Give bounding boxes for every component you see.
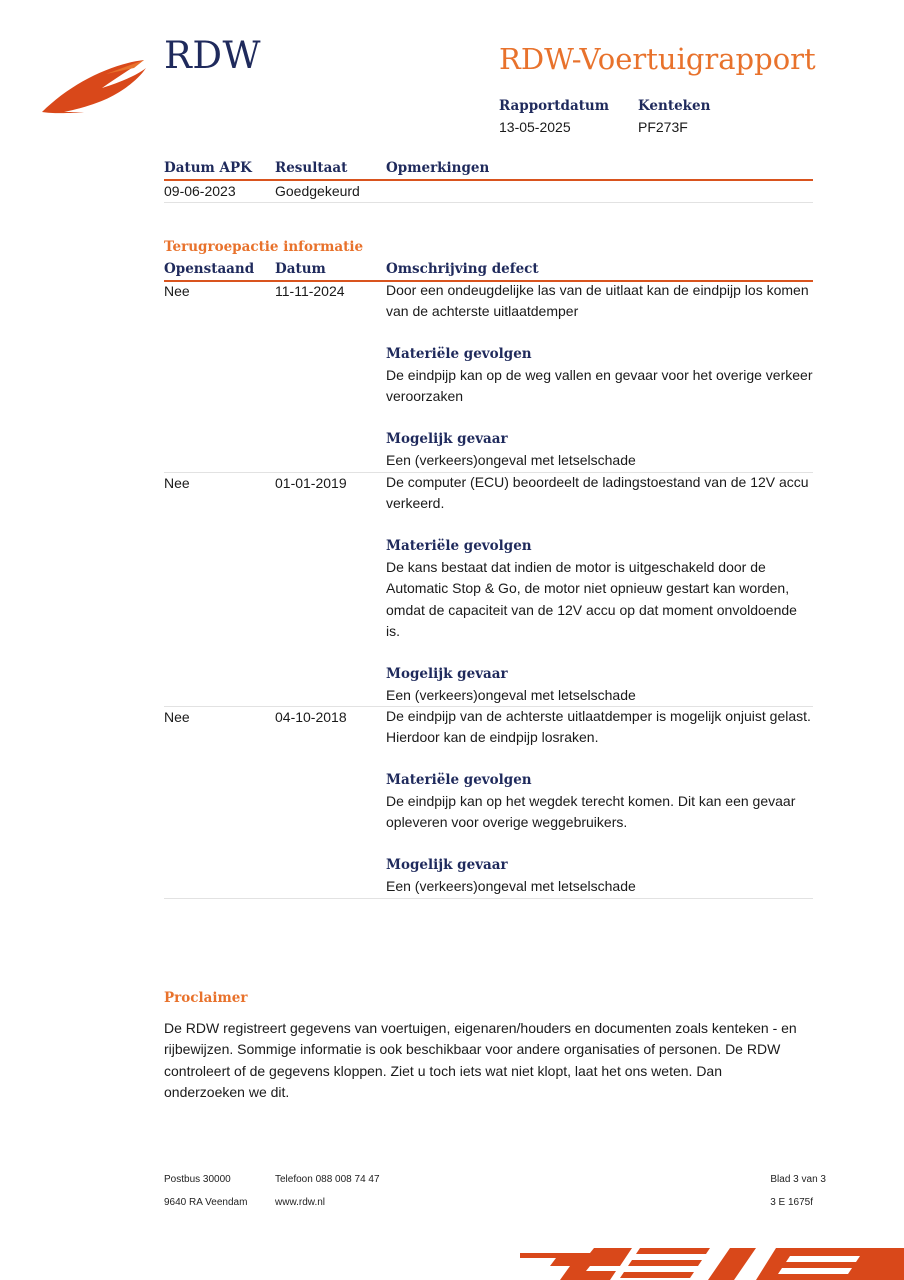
recall-row-2-danger-label: Mogelijk gevaar — [386, 665, 508, 682]
recall-row-3-consequence-label: Materiële gevolgen — [386, 771, 532, 788]
recall-section-title: Terugroepactie informatie — [164, 239, 364, 255]
plate-block — [638, 98, 710, 135]
recall-row-2-danger: Een (verkeers)ongeval met letselschade — [386, 686, 636, 703]
recall-row-1-open: Nee — [164, 283, 190, 299]
recall-header-date: Datum — [275, 261, 326, 277]
report-title: RDW-Voertuigrapport — [499, 42, 816, 76]
recall-row-1-consequence: De eindpijp kan op de weg vallen en gevaar voor het overige verkeer veroorzaken — [386, 367, 813, 405]
recall-row-3-description — [386, 706, 813, 898]
decorative-stripes-icon — [520, 1244, 904, 1280]
footer-postcode: 9640 RA Veendam — [164, 1197, 248, 1208]
apk-row-rule — [164, 202, 813, 203]
apk-row-date: 09-06-2023 — [164, 183, 236, 199]
recall-row-2-open: Nee — [164, 475, 190, 491]
recall-header-open: Openstaand — [164, 261, 255, 277]
recall-row-3-defect: De eindpijp van de achterste uitlaatdemper is mogelijk onjuist gelast. Hierdoor kan de eindpijp losraken. — [386, 708, 811, 746]
recall-row-3-open: Nee — [164, 709, 190, 725]
recall-row-2-consequence-label: Materiële gevolgen — [386, 537, 532, 554]
recall-row-2-description — [386, 472, 813, 706]
recall-row-1-defect: Door een ondeugdelijke las van de uitlaat kan de eindpijp los komen van de achterste uitlaatdemper — [386, 282, 809, 320]
footer-website-link[interactable]: www.rdw.nl — [275, 1197, 326, 1208]
report-date-block — [499, 98, 609, 135]
footer-document-code: 3 E 1675f — [770, 1197, 813, 1208]
apk-row-result: Goedgekeurd — [275, 183, 360, 199]
apk-header-rule — [164, 179, 813, 181]
recall-row-1-danger: Een (verkeers)ongeval met letselschade — [386, 452, 636, 469]
footer-phone: Telefoon 088 008 74 47 — [275, 1174, 380, 1185]
plate-value: PF273F — [638, 119, 688, 135]
recall-row-3-danger-label: Mogelijk gevaar — [386, 857, 508, 874]
recall-row-3-date: 04-10-2018 — [275, 709, 347, 725]
plate-label: Kenteken — [638, 98, 711, 114]
recall-row-1-consequence-label: Materiële gevolgen — [386, 345, 532, 362]
recall-header-defect: Omschrijving defect — [386, 261, 539, 277]
brand-name: RDW — [164, 34, 262, 77]
recall-row-2-date: 01-01-2019 — [275, 475, 347, 491]
footer-page-number: Blad 3 van 3 — [770, 1174, 826, 1185]
apk-header-remarks: Opmerkingen — [386, 160, 490, 176]
recall-row-2-consequence: De kans bestaat dat indien de motor is uitgeschakeld door de Automatic Stop & Go, de motor niet opnieuw gestart kan worden, omdat de capaciteit van de 12V accu op dat moment onvoldoende is. — [386, 559, 797, 640]
apk-header-result: Resultaat — [275, 160, 348, 176]
recall-row-1-danger-label: Mogelijk gevaar — [386, 431, 508, 448]
report-date-label: Rapportdatum — [499, 98, 610, 114]
recall-row-1-date: 11-11-2024 — [275, 283, 345, 299]
proclaimer-title: Proclaimer — [164, 990, 248, 1006]
recall-row-3-consequence: De eindpijp kan op het wegdek terecht komen. Dit kan een gevaar opleveren voor overige weggebruikers. — [386, 793, 796, 831]
footer-postbus: Postbus 30000 — [164, 1174, 231, 1185]
recall-row-2-defect: De computer (ECU) beoordeelt de ladingstoestand van de 12V accu verkeerd. — [386, 474, 809, 512]
recall-row-1-description — [386, 280, 813, 472]
apk-header-date: Datum APK — [164, 160, 252, 176]
recall-row-3-danger: Een (verkeers)ongeval met letselschade — [386, 878, 636, 895]
report-date-value: 13-05-2025 — [499, 119, 571, 135]
proclaimer-text: De RDW registreert gegevens van voertuigen, eigenaren/houders en documenten zoals kenteken - en rijbewijzen. Sommige informatie is ook beschikbaar voor andere organisaties of personen. De RDW controleert of de gegevens kloppen. Ziet u toch iets wat niet klopt, laat het ons weten. Dan onderzoeken we dit. — [164, 1020, 797, 1100]
recall-row-3-rule — [164, 898, 813, 899]
